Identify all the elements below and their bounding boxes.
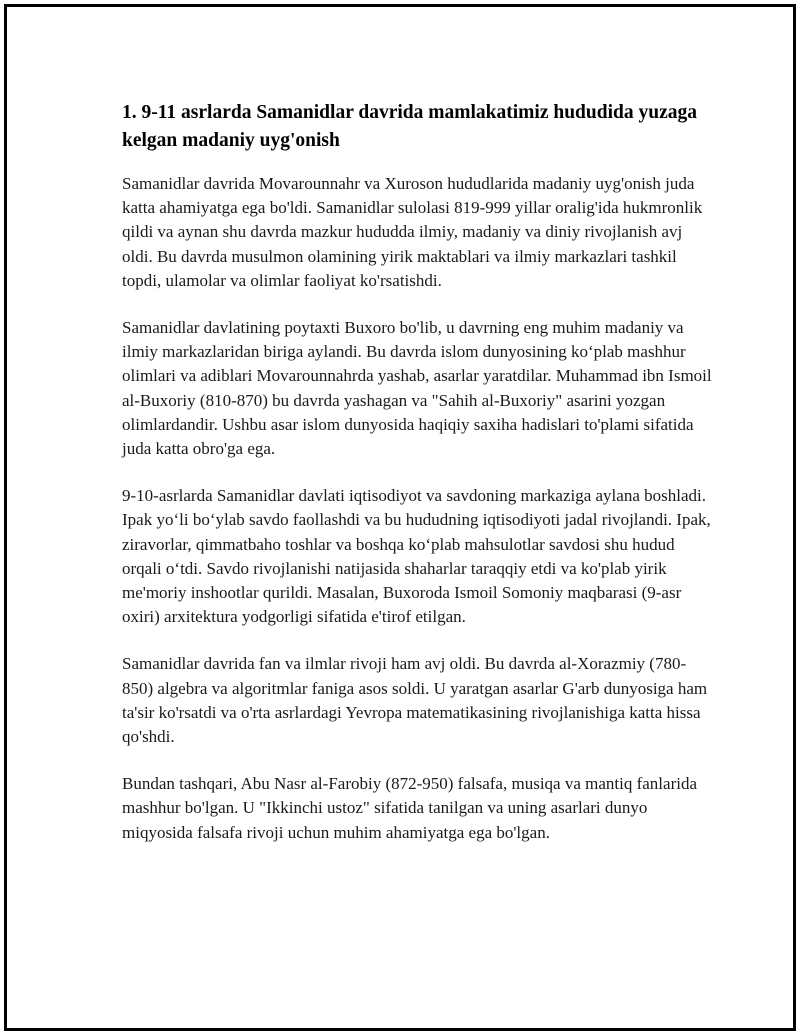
paragraph-1: Samanidlar davrida Movarounnahr va Xuroson hududlarida madaniy uyg'onish juda katta ahamiyatga ega bo'ldi. Samanidlar sulolasi 819-999 yillar oralig'ida hukmronlik qildi va aynan shu davrda mazkur hududda ilmiy, madaniy va diniy rivojlanish avj oldi. Bu davrda musulmon olamining yirik maktablari va ilmiy markazlari tashkil topdi, ulamolar va olimlar faoliyat ko'rsatishdi. xyxy=(122,174,703,290)
section-heading: 1. 9-11 asrlarda Samanidlar davrida mamlakatimiz hududida yuzaga kelgan madaniy uyg'onish xyxy=(122,102,697,151)
paragraph-3: 9-10-asrlarda Samanidlar davlati iqtisodiyot va savdoning markaziga aylana boshladi. Ipak yo‘li bo‘ylab savdo faollashdi va bu hududning iqtisodiyoti jadal rivojlandi. Ipak, ziravorlar, qimmatbaho toshlar va boshqa ko‘plab mahsulotlar savdosi shu hudud orqali o‘tdi. Savdo rivojlanishi natijasida shaharlar taraqqiy etdi va ko'plab yirik me'moriy inshootlar qurildi. Masalan, Buxoroda Ismoil Somoniy maqbarasi (9-asr oxiri) arxitektura yodgorligi sifatida e'tirof etilgan. xyxy=(122,486,711,627)
paragraph-4: Samanidlar davrida fan va ilmlar rivoji ham avj oldi. Bu davrda al-Xorazmiy (780-850) algebra va algoritmlar faniga asos soldi. U yaratgan asarlar G'arb dunyosiga ham ta'sir ko'rsatdi va o'rta asrlardagi Yevropa matematikasining rivojlanishiga katta hissa qo'shdi. xyxy=(122,654,708,747)
paragraph-5: Bundan tashqari, Abu Nasr al-Farobiy (872-950) falsafa, musiqa va mantiq fanlarida mashhur bo'lgan. U "Ikkinchi ustoz" sifatida tanilgan va uning asarlari dunyo miqyosida falsafa rivoji uchun muhim ahamiyatga ega bo'lgan. xyxy=(122,774,698,842)
document-body xyxy=(122,99,712,868)
page-frame xyxy=(4,4,796,1031)
paragraph-2: Samanidlar davlatining poytaxti Buxoro bo'lib, u davrning eng muhim madaniy va ilmiy markazlaridan biriga aylandi. Bu davrda islom dunyosining ko‘plab mashhur olimlari va adiblari Movarounnahrda yashab, asarlar yaratdilar. Muhammad ibn Ismoil al-Buxoriy (810-870) bu davrda yashagan va "Sahih al-Buxoriy" asarini yozgan olimlardandir. Ushbu asar islom dunyosida haqiqiy saxiha hadislari to'plami sifatida juda katta obro'ga ega. xyxy=(122,318,712,459)
